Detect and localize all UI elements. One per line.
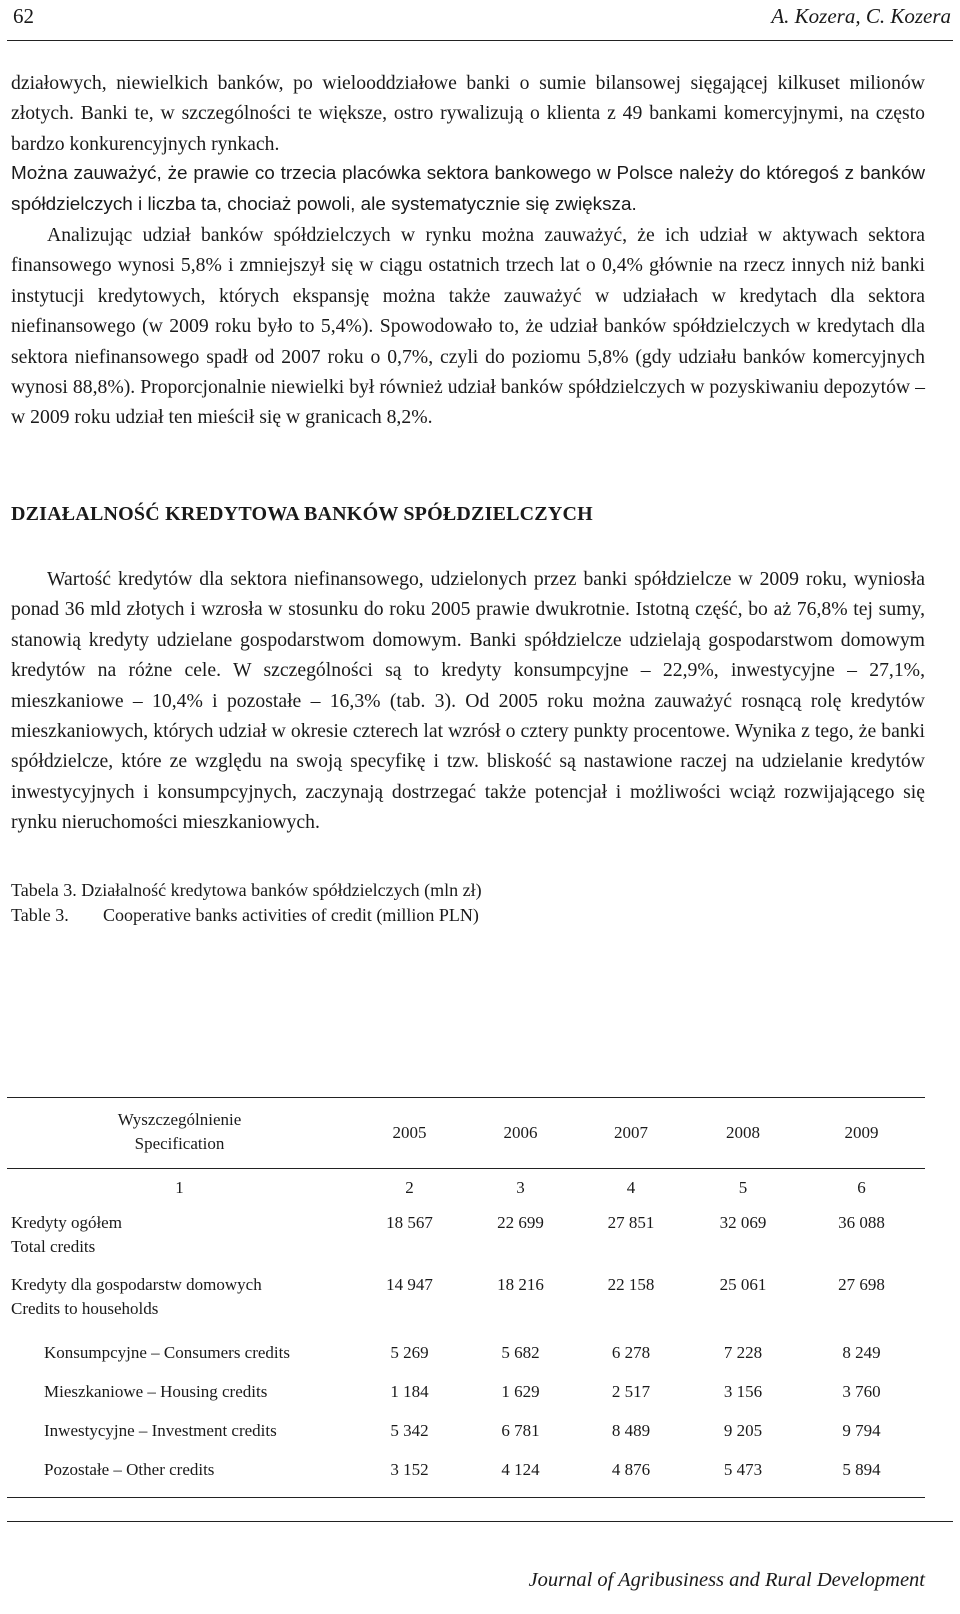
page-body [11, 68, 925, 928]
table-header-row [7, 1098, 925, 1169]
table-cell: 3 152 [352, 1447, 467, 1498]
table-cell: 25 061 [719, 1275, 767, 1294]
paragraph-1: działowych, niewielkich banków, po wielooddziałowe banki o sumie bilansowej sięgającej kilkuset milionów złotych. Banki te, w szczególności te większe, ostro rywalizują o klienta z 49 bankami komercyjnymi, na często bardzo konkurencyjnych rynkach. [11, 72, 925, 155]
table-cell: 5 682 [501, 1343, 540, 1362]
table-cell: 27 698 [838, 1275, 885, 1294]
table-cell: 1 184 [390, 1382, 429, 1401]
row-label: Pozostałe – Other credits [7, 1447, 352, 1498]
column-number: 3 [516, 1178, 525, 1197]
table-caption-en-label: Table 3. [11, 904, 69, 925]
table-cell: 3 760 [842, 1382, 881, 1401]
table-cell: 36 088 [838, 1213, 885, 1232]
row-label-pl: Kredyty dla gospodarstw domowych [11, 1275, 262, 1294]
table-caption-pl: Tabela 3. Działalność kredytowa banków spółdzielczych (mln zł) [11, 879, 482, 900]
spec-header-en: Specification [134, 1134, 225, 1153]
paragraph-4: Wartość kredytów dla sektora niefinansowego, udzielonych przez banki spółdzielcze w 2009 roku, wyniosła ponad 36 mld złotych i wzrosła w stosunku do roku 2005 prawie dwukrotnie. Istotną część, bo aż 76,8% tej sumy, stanowią kredyty udzielane gospodarstwom domowym. Banki spółdzielcze udzielają gospodarstwom domowym kredytów na różne cele. W szczególności są to kredyty konsumpcyjne – 22,9%, inwestycyjne – 27,1%, mieszkaniowe – 10,4% i pozostałe – 16,3% (tab. 3). Od 2005 roku można zauważyć rosnącą rolę kredytów mieszkaniowych, których udział w okresie czterech lat wzrósł o cztery punkty procentowe. Wynika z tego, że banki spółdzielcze, które ze względu na swoją specyfikę i tzw. bliskość są nastawione raczej na udzielanie kredytów inwestycyjnych i konsumpcyjnych, zaczynają dostrzegać także potencjał i możliwości wciąż rozwijającego się rynku nieruchomości mieszkaniowych. [11, 567, 925, 834]
column-number: 6 [857, 1178, 866, 1197]
row-label [7, 1204, 352, 1267]
table-cell: 27 851 [607, 1213, 655, 1232]
table-cell: 8 489 [611, 1421, 651, 1440]
table-cell: 22 158 [607, 1275, 655, 1294]
table-cell: 6 781 [501, 1421, 540, 1440]
year-header: 2008 [688, 1098, 798, 1169]
paragraph-2: Można zauważyć, że prawie co trzecia placówka sektora bankowego w Polsce należy do któregoś z banków spółdzielczych i liczba ta, chociaż powoli, ale systematycznie się zwiększa. [11, 163, 925, 215]
table-cell: 9 205 [723, 1421, 763, 1440]
table-caption-en-text: Cooperative banks activities of credit (million PLN) [103, 904, 479, 925]
table-row [7, 1329, 925, 1369]
credit-table [7, 1097, 925, 1498]
row-label: Inwestycyjne – Investment credits [44, 1421, 277, 1440]
year-header: 2005 [352, 1098, 467, 1169]
table-row [7, 1408, 925, 1447]
page-number: 62 [13, 4, 34, 28]
column-number: 4 [626, 1178, 636, 1197]
table-cell: 9 794 [842, 1421, 881, 1440]
table-cell: 5 342 [390, 1421, 429, 1440]
table-cell: 6 278 [611, 1343, 651, 1362]
table-cell: 22 699 [497, 1213, 544, 1232]
table-cell: 18 216 [497, 1275, 544, 1294]
running-head: A. Kozera, C. Kozera [771, 4, 951, 28]
row-label-en: Total credits [11, 1237, 96, 1256]
journal-footer: Journal of Agribusiness and Rural Development [528, 1569, 925, 1591]
section-heading: DZIAŁALNOŚĆ KREDYTOWA BANKÓW SPÓŁDZIELCZYCH [11, 502, 593, 525]
year-header: 2007 [574, 1098, 688, 1169]
column-number: 1 [175, 1178, 184, 1197]
table-cell: 2 517 [611, 1382, 651, 1401]
table-cell: 5 269 [390, 1343, 429, 1362]
table-cell: 4 876 [574, 1447, 688, 1498]
spec-header-pl: Wyszczególnienie [117, 1110, 242, 1129]
table-caption-en [11, 903, 925, 928]
table-cell: 3 156 [723, 1382, 763, 1401]
row-label: Konsumpcyjne – Consumers credits [44, 1343, 290, 1362]
row-label-en: Credits to households [11, 1299, 159, 1318]
paragraph-3: Analizując udział banków spółdzielczych w rynku można zauważyć, że ich udział w aktywach sektora finansowego wynosi 5,8% i zmniejszył się w ciągu ostatnich trzech lat o 0,4% głównie na rzecz innych niż banki instytucji kredytowych, których ekspansję można także zauważyć w udziałach w kredytach dla sektora niefinansowego (w 2009 roku było to 5,4%). Spowodowało to, że udział banków spółdzielczych w kredytach dla sektora niefinansowego spadł od 2007 roku o 0,7%, czyli do poziomu 5,8% (gdy udziału banków komercyjnych wynosi 88,8%). Proporcjonalnie niewielki był również udział banków spółdzielczych w pozyskiwaniu depozytów – w 2009 roku udział ten mieścił się w granicach 8,2%. [11, 224, 925, 429]
table-cell: 8 249 [842, 1343, 881, 1362]
table-cell: 1 629 [501, 1382, 540, 1401]
column-number: 2 [405, 1178, 414, 1197]
page-header [7, 0, 953, 41]
column-number: 5 [738, 1178, 748, 1197]
table-cell: 5 894 [798, 1447, 925, 1498]
table-row [7, 1369, 925, 1408]
spec-header [7, 1098, 352, 1169]
row-label [7, 1267, 352, 1329]
table-cell: 7 228 [723, 1343, 763, 1362]
year-header: 2009 [798, 1098, 925, 1169]
table-row [7, 1267, 925, 1329]
table-cell: 14 947 [386, 1275, 433, 1294]
column-number-row [7, 1169, 925, 1205]
table-row [7, 1447, 925, 1498]
table-cell: 5 473 [688, 1447, 798, 1498]
row-label-pl: Kredyty ogółem [11, 1213, 122, 1232]
table-cell: 32 069 [719, 1213, 767, 1232]
row-label: Mieszkaniowe – Housing credits [44, 1382, 268, 1401]
table-cell: 18 567 [386, 1213, 433, 1232]
footer-rule [7, 1521, 953, 1522]
year-header: 2006 [467, 1098, 574, 1169]
table-cell: 4 124 [467, 1447, 574, 1498]
table-row [7, 1204, 925, 1267]
